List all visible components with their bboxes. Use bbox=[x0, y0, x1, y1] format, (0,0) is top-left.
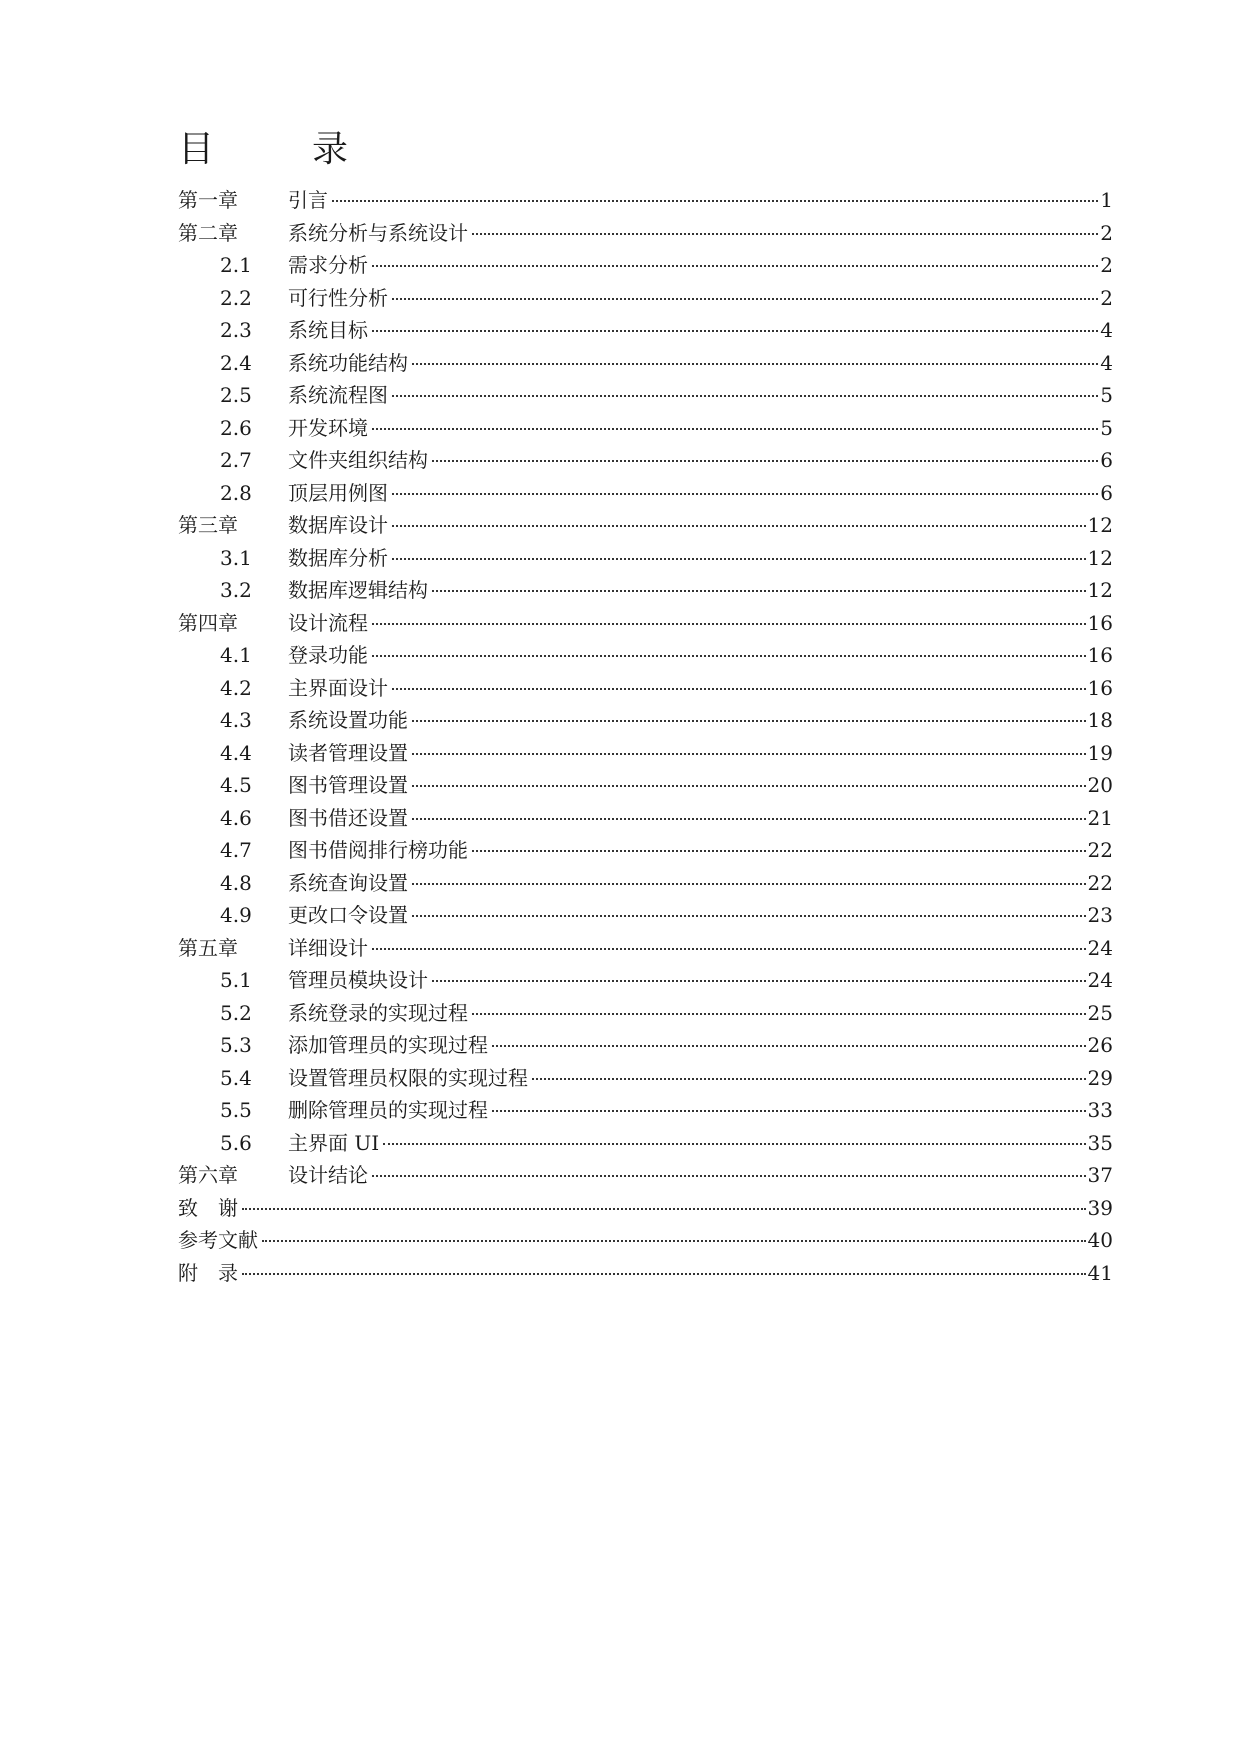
toc-section-entry[interactable] bbox=[178, 444, 1113, 477]
toc-chapter-entry[interactable] bbox=[178, 217, 1113, 250]
toc-entry-page-number: 2 bbox=[1100, 220, 1113, 245]
toc-entry-number: 4.8 bbox=[220, 870, 252, 895]
toc-entry-number: 5.5 bbox=[220, 1098, 252, 1122]
toc-dot-leader bbox=[242, 1273, 1086, 1275]
toc-dot-leader bbox=[372, 655, 1086, 657]
toc-entry-label: 设置管理员权限的实现过程 bbox=[288, 1065, 528, 1090]
toc-backmatter-entry[interactable] bbox=[178, 1257, 1113, 1290]
toc-entry-number: 5.3 bbox=[220, 1033, 252, 1057]
toc-entry-page-number: 4 bbox=[1100, 350, 1113, 375]
toc-section-entry[interactable] bbox=[178, 1127, 1113, 1160]
toc-entry-number: 2.6 bbox=[220, 415, 252, 440]
toc-entry-label: 设计流程 bbox=[288, 610, 368, 635]
toc-entry-number: 4.3 bbox=[220, 708, 252, 732]
toc-entry-label: 数据库设计 bbox=[288, 513, 388, 537]
toc-dot-leader bbox=[392, 298, 1098, 300]
toc-dot-leader bbox=[432, 590, 1086, 592]
toc-entry-page-number: 16 bbox=[1087, 675, 1113, 700]
toc-dot-leader bbox=[392, 493, 1098, 495]
toc-section-entry[interactable] bbox=[178, 477, 1113, 510]
toc-entry-number: 2.4 bbox=[220, 350, 252, 375]
toc-section-entry[interactable] bbox=[178, 834, 1113, 867]
toc-entry-page-number: 6 bbox=[1100, 480, 1113, 505]
toc-entry-label: 系统功能结构 bbox=[288, 350, 408, 375]
toc-section-entry[interactable] bbox=[178, 964, 1113, 997]
toc-entry-number: 4.1 bbox=[220, 643, 252, 667]
toc-entry-label: 添加管理员的实现过程 bbox=[288, 1033, 488, 1057]
toc-entry-number: 第三章 bbox=[178, 513, 238, 537]
toc-entry-page-number: 4 bbox=[1100, 318, 1113, 342]
toc-entry-label: 系统登录的实现过程 bbox=[288, 1000, 468, 1025]
toc-dot-leader bbox=[412, 753, 1086, 755]
toc-entry-label: 详细设计 bbox=[288, 935, 368, 960]
toc-section-entry[interactable] bbox=[178, 347, 1113, 380]
toc-entry-number: 4.9 bbox=[220, 903, 252, 927]
toc-entry-page-number: 2 bbox=[1100, 253, 1113, 277]
toc-entry-number: 5.2 bbox=[220, 1000, 252, 1025]
toc-entry-label: 引言 bbox=[288, 188, 328, 212]
toc-dot-leader bbox=[532, 1078, 1086, 1080]
toc-entry-page-number: 39 bbox=[1087, 1195, 1113, 1220]
toc-chapter-entry[interactable] bbox=[178, 509, 1113, 542]
toc-entry-page-number: 23 bbox=[1087, 903, 1113, 927]
toc-dot-leader bbox=[472, 1013, 1086, 1015]
toc-title-char-1: 目 bbox=[178, 129, 215, 170]
toc-dot-leader bbox=[412, 785, 1086, 787]
toc-entry-label: 文件夹组织结构 bbox=[288, 448, 428, 472]
toc-entry-page-number: 19 bbox=[1087, 740, 1113, 765]
toc-dot-leader bbox=[492, 1045, 1086, 1047]
toc-entry-label: 致 谢 bbox=[178, 1195, 238, 1220]
toc-section-entry[interactable] bbox=[178, 639, 1113, 672]
toc-dot-leader bbox=[432, 980, 1086, 982]
toc-dot-leader bbox=[372, 623, 1086, 625]
toc-entry-number: 第一章 bbox=[178, 188, 238, 212]
toc-section-entry[interactable] bbox=[178, 802, 1113, 835]
toc-entry-page-number: 22 bbox=[1087, 838, 1113, 862]
toc-entry-number: 第二章 bbox=[178, 220, 238, 245]
toc-entry-page-number: 25 bbox=[1087, 1000, 1113, 1025]
toc-entry-label: 参考文献 bbox=[178, 1228, 258, 1252]
toc-entry-number: 5.1 bbox=[220, 968, 252, 992]
toc-dot-leader bbox=[392, 558, 1086, 560]
toc-dot-leader bbox=[392, 395, 1098, 397]
toc-entry-page-number: 16 bbox=[1087, 610, 1113, 635]
toc-entry-number: 4.5 bbox=[220, 773, 252, 797]
toc-entry-label: 数据库逻辑结构 bbox=[288, 578, 428, 602]
toc-entry-number: 5.4 bbox=[220, 1065, 252, 1090]
toc-entry-number: 2.5 bbox=[220, 383, 252, 407]
toc-dot-leader bbox=[372, 428, 1098, 430]
toc-entry-number: 4.4 bbox=[220, 740, 252, 765]
toc-dot-leader bbox=[242, 1208, 1086, 1210]
toc-title bbox=[178, 128, 348, 172]
toc-entry-number: 2.1 bbox=[220, 253, 252, 277]
toc-section-entry[interactable] bbox=[178, 1029, 1113, 1062]
toc-entry-page-number: 5 bbox=[1100, 383, 1113, 407]
toc-entry-number: 5.6 bbox=[220, 1130, 252, 1155]
toc-section-entry[interactable] bbox=[178, 379, 1113, 412]
toc-dot-leader bbox=[383, 1143, 1085, 1145]
toc-entry-label: 主界面 UI bbox=[288, 1130, 380, 1155]
toc-dot-leader bbox=[412, 363, 1098, 365]
toc-dot-leader bbox=[332, 200, 1098, 202]
toc-section-entry[interactable] bbox=[178, 1094, 1113, 1127]
toc-chapter-entry[interactable] bbox=[178, 1159, 1113, 1192]
toc-entry-label: 读者管理设置 bbox=[288, 740, 408, 765]
toc-backmatter-entry[interactable] bbox=[178, 1192, 1113, 1225]
toc-section-entry[interactable] bbox=[178, 672, 1113, 705]
toc-entry-label: 删除管理员的实现过程 bbox=[288, 1098, 488, 1122]
toc-entry-number: 4.2 bbox=[220, 675, 252, 700]
toc-section-entry[interactable] bbox=[178, 867, 1113, 900]
toc-entry-page-number: 2 bbox=[1100, 285, 1113, 310]
toc-section-entry[interactable] bbox=[178, 899, 1113, 932]
toc-entry-page-number: 5 bbox=[1100, 415, 1113, 440]
toc-entry-page-number: 12 bbox=[1087, 545, 1113, 570]
toc-section-entry[interactable] bbox=[178, 704, 1113, 737]
toc-entry-label: 图书管理设置 bbox=[288, 773, 408, 797]
toc-entry-number: 2.3 bbox=[220, 318, 252, 342]
toc-dot-leader bbox=[492, 1110, 1086, 1112]
toc-section-entry[interactable] bbox=[178, 249, 1113, 282]
toc-dot-leader bbox=[372, 948, 1086, 950]
toc-dot-leader bbox=[412, 883, 1086, 885]
toc-entry-page-number: 16 bbox=[1087, 643, 1113, 667]
toc-section-entry[interactable] bbox=[178, 542, 1113, 575]
toc-entry-page-number: 1 bbox=[1100, 188, 1113, 212]
toc-entry-page-number: 24 bbox=[1087, 968, 1113, 992]
toc-entry-label: 管理员模块设计 bbox=[288, 968, 428, 992]
toc-entry-label: 开发环境 bbox=[288, 415, 368, 440]
toc-dot-leader bbox=[412, 915, 1086, 917]
toc-dot-leader bbox=[392, 525, 1086, 527]
toc-entry-page-number: 29 bbox=[1087, 1065, 1113, 1090]
toc-entry-page-number: 37 bbox=[1087, 1163, 1113, 1187]
toc-entry-label: 需求分析 bbox=[288, 253, 368, 277]
toc-entry-label: 系统流程图 bbox=[288, 383, 388, 407]
toc-section-entry[interactable] bbox=[178, 282, 1113, 315]
toc-dot-leader bbox=[372, 265, 1098, 267]
toc-chapter-entry[interactable] bbox=[178, 607, 1113, 640]
toc-entry-number: 3.2 bbox=[220, 578, 252, 602]
toc-entry-page-number: 41 bbox=[1087, 1260, 1113, 1285]
toc-backmatter-entry[interactable] bbox=[178, 1224, 1113, 1257]
toc-title-char-2: 录 bbox=[312, 129, 349, 170]
toc-entry-label: 系统目标 bbox=[288, 318, 368, 342]
toc-entry-page-number: 33 bbox=[1087, 1098, 1113, 1122]
toc-entry-label: 顶层用例图 bbox=[288, 480, 388, 505]
toc-entry-number: 3.1 bbox=[220, 545, 252, 570]
toc-chapter-entry[interactable] bbox=[178, 184, 1113, 217]
toc-dot-leader bbox=[262, 1240, 1086, 1242]
toc-entry-number: 4.6 bbox=[220, 805, 252, 830]
toc-dot-leader bbox=[372, 330, 1098, 332]
toc-entry-page-number: 26 bbox=[1087, 1033, 1113, 1057]
toc-list bbox=[178, 184, 1113, 1289]
toc-entry-page-number: 22 bbox=[1087, 870, 1113, 895]
toc-entry-label: 主界面设计 bbox=[288, 675, 388, 700]
toc-entry-label: 附 录 bbox=[178, 1260, 238, 1285]
toc-entry-label: 系统分析与系统设计 bbox=[288, 220, 468, 245]
toc-dot-leader bbox=[472, 233, 1098, 235]
toc-dot-leader bbox=[472, 850, 1086, 852]
toc-entry-page-number: 12 bbox=[1087, 578, 1113, 602]
toc-entry-label: 系统查询设置 bbox=[288, 870, 408, 895]
toc-entry-label: 可行性分析 bbox=[288, 285, 388, 310]
toc-entry-label: 数据库分析 bbox=[288, 545, 388, 570]
toc-entry-number: 2.7 bbox=[220, 448, 252, 472]
toc-section-entry[interactable] bbox=[178, 737, 1113, 770]
toc-section-entry[interactable] bbox=[178, 574, 1113, 607]
toc-section-entry[interactable] bbox=[178, 769, 1113, 802]
toc-entry-page-number: 35 bbox=[1087, 1130, 1113, 1155]
toc-entry-number: 第六章 bbox=[178, 1163, 238, 1187]
toc-dot-leader bbox=[432, 460, 1098, 462]
toc-entry-page-number: 12 bbox=[1087, 513, 1113, 537]
toc-entry-label: 更改口令设置 bbox=[288, 903, 408, 927]
toc-entry-label: 图书借还设置 bbox=[288, 805, 408, 830]
toc-entry-label: 系统设置功能 bbox=[288, 708, 408, 732]
toc-dot-leader bbox=[412, 720, 1086, 722]
toc-entry-number: 2.2 bbox=[220, 285, 252, 310]
toc-section-entry[interactable] bbox=[178, 1062, 1113, 1095]
toc-entry-label: 图书借阅排行榜功能 bbox=[288, 838, 468, 862]
toc-entry-page-number: 6 bbox=[1100, 448, 1113, 472]
toc-dot-leader bbox=[392, 688, 1086, 690]
toc-dot-leader bbox=[412, 818, 1086, 820]
toc-entry-page-number: 21 bbox=[1087, 805, 1113, 830]
toc-entry-label: 登录功能 bbox=[288, 643, 368, 667]
toc-entry-page-number: 40 bbox=[1087, 1228, 1113, 1252]
toc-entry-page-number: 20 bbox=[1087, 773, 1113, 797]
toc-entry-page-number: 24 bbox=[1087, 935, 1113, 960]
toc-entry-number: 第四章 bbox=[178, 610, 238, 635]
toc-entry-page-number: 18 bbox=[1087, 708, 1113, 732]
toc-entry-number: 第五章 bbox=[178, 935, 238, 960]
toc-entry-number: 2.8 bbox=[220, 480, 252, 505]
toc-section-entry[interactable] bbox=[178, 314, 1113, 347]
toc-dot-leader bbox=[372, 1175, 1086, 1177]
toc-section-entry[interactable] bbox=[178, 997, 1113, 1030]
toc-section-entry[interactable] bbox=[178, 412, 1113, 445]
toc-chapter-entry[interactable] bbox=[178, 932, 1113, 965]
toc-entry-number: 4.7 bbox=[220, 838, 252, 862]
toc-entry-label: 设计结论 bbox=[288, 1163, 368, 1187]
